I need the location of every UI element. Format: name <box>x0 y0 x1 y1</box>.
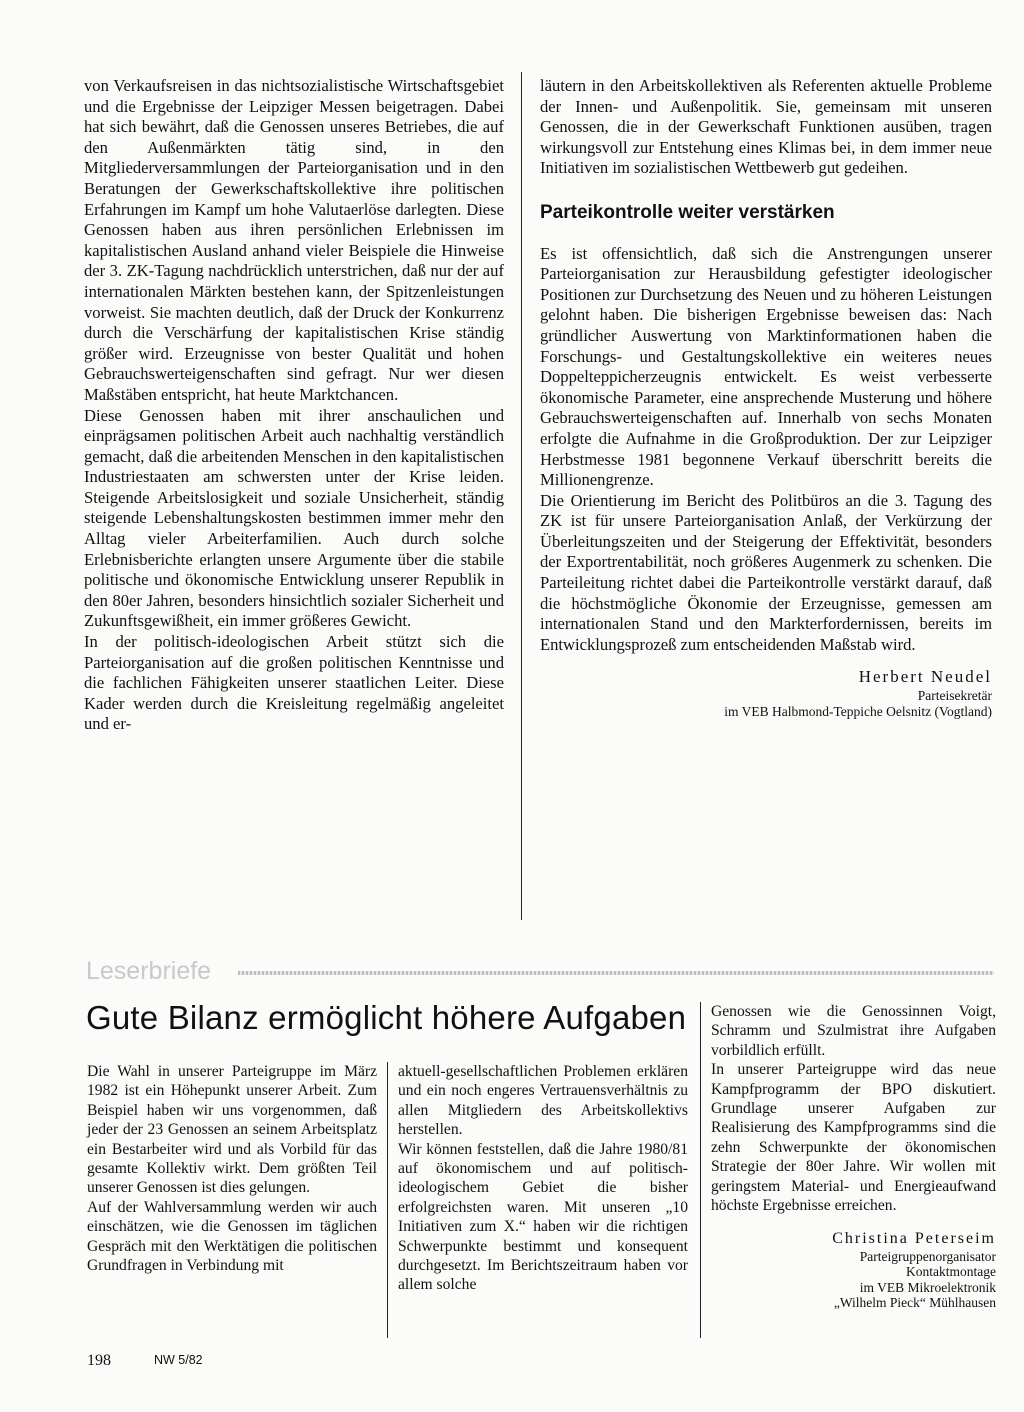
paragraph: Es ist offensichtlich, daß sich die Anstrengungen unserer Parteiorganisation zur Herausbildung gefestigter ideologischer Positionen zur Durchsetzung des Neuen und zu höheren Leistungen gelohnt haben. Die bisherigen Ergebnisse beweisen das: Nach gründlicher Auswertung von Marktinformationen haben die Forschungs- und Gestaltungskollektive ein weiteres neues Doppelteppicherzeugnis entwickelt. Es weist verbesserte ökonomische Parameter, eine ansprechende Musterung und höhere Gebrauchswerteigenschaften auf. Innerhalb von sechs Monaten erfolgte die Aufnahme in die Großproduktion. Der zur Leipziger Herbstmesse 1981 begonnene Verkauf überschritt bereits die Millionengrenze. <box>540 243 992 490</box>
author-name: Christina Peterseim <box>832 1230 996 1248</box>
paragraph: In der politisch-ideologischen Arbeit stützt sich die Parteiorganisation auf die großen politischen Kenntnisse und die fachlichen Fähigkeiten unserer staatlichen Leiter. Diese Kader werden durch die Kreisleitung regelmäßig angeleitet und er- <box>84 632 504 734</box>
letter-column-2 <box>398 1062 688 1295</box>
column-divider <box>700 1002 701 1338</box>
paragraph: von Verkaufsreisen in das nichtsozialistische Wirtschaftsgebiet und die Ergebnisse der Leipziger Messen beigetragen. Dabei hat sich bewährt, daß die Genossen unseres Betriebes, die auf den Außenmärkten tätig sind, in den Mitgliederversammlungen der Parteiorganisation und in den Beratungen der Gewerkschaftskollektive ihre politischen Erfahrungen im Kampf um hohe Valutaerlöse darlegten. Diese Genossen haben aus ihren persönlichen Erlebnissen im kapitalistischen Ausland anhand vieler Beispiele die Hinweise der 3. ZK-Tagung nachdrücklich unterstrichen, daß nur der auf internationalen Märkten bestehen kann, der Spitzenleistungen vorweist. Sie machten deutlich, daß der Druck der Konkurrenz durch die Verschärfung der kapitalistischen Krise ständig größer wird. Erzeugnisse von bester Qualität und hohen Gebrauchswerteigenschaften sind gefragt. Nur wer diesen Maßstäben entspricht, hat heute Marktchancen. <box>84 76 504 404</box>
paragraph: Die Wahl in unserer Parteigruppe im März 1982 ist ein Höhepunkt unserer Arbeit. Zum Beispiel haben wir uns vorgenommen, daß jeder der 23 Genossen an seinem Arbeitsplatz ein Bestarbeiter wird und als Vorbild für das gesamte Kollektiv wirkt. Dem größten Teil unserer Genossen ist dies gelungen. <box>87 1063 377 1197</box>
author-organization: „Wilhelm Pieck“ Mühlhausen <box>833 1295 996 1311</box>
paragraph: Die Orientierung im Bericht des Politbüros an die 3. Tagung des ZK ist für unsere Parteiorganisation Anlaß, der Verkürzung der Überleitungszeiten und der Steigerung der Effektivität, besonders der Exportrentabilität, noch größeres Augenmerk zu schenken. Die Parteileitung richtet dabei die Parteikontrolle verstärkt darauf, daß die höchstmögliche Ökonomie der Erzeugnisse, gemessen am internationalen Stand und den Markterfordernissen, bereits im Entwicklungsprozeß zum entscheidenden Maßstab wird. <box>540 490 992 654</box>
letter-column-3 <box>711 1002 996 1311</box>
paragraph: Diese Genossen haben mit ihrer anschaulichen und einprägsamen politischen Arbeit auch nachhaltig verständlich gemacht, daß die arbeitenden Menschen in den kapitalistischen Industriestaaten am schwersten unter der Krise leiden. Steigende Arbeitslosigkeit und soziale Unsicherheit, ständig steigende Lebenshaltungskosten bestimmen immer mehr den Alltag vieler Arbeiterfamilien. Auch durch solche Erlebnisberichte erlangten unsere Argumente über die stabile politische und ökonomische Entwicklung unserer Republik in den 80er Jahren, besonders hinsichtlich sozialer Sicherheit und Zukunftsgewißheit, ein immer größeres Gewicht. <box>84 405 504 631</box>
column-divider <box>521 72 522 920</box>
letter-column-1 <box>87 1062 377 1275</box>
author-role: Kontaktmontage <box>906 1264 996 1280</box>
author-role: Parteigruppenorganisator <box>859 1248 996 1264</box>
section-label: Leserbriefe <box>86 957 212 985</box>
letter-headline: Gute Bilanz ermöglicht höhere Aufgaben <box>86 999 687 1036</box>
page-number: 198 <box>87 1352 111 1369</box>
paragraph: Genossen wie die Genossinnen Voigt, Schramm und Szulmistrat ihre Aufgaben vorbildlich erfüllt. <box>711 1003 996 1059</box>
article-column-right <box>540 76 992 720</box>
section-rule <box>238 971 994 975</box>
paragraph: Auf der Wahlversammlung werden wir auch einschätzen, wie die Genossen im täglichen Gespräch mit den Werktätigen die politischen Grundfragen in Verbindung mit <box>87 1198 377 1275</box>
paragraph: In unserer Parteigruppe wird das neue Kampfprogramm der BPO diskutiert. Grundlage unserer Aufgaben zur Realisierung des Kampfprogramms sind die zehn Schwerpunkte der ökonomischen Strategie der 80er Jahre. Wir wollen mit geringstem Material- und Energieaufwand höchste Ergebnisse erreichen. <box>711 1061 996 1215</box>
column-divider <box>387 1062 388 1338</box>
paragraph: aktuell-gesellschaftlichen Problemen erklären und ein noch engeres Vertrauensverhältnis zu allen Mitgliedern des Arbeitskollektivs herstellen. <box>398 1063 688 1139</box>
paragraph: Wir können feststellen, daß die Jahre 1980/81 auf ökonomischem und auf politisch-ideologischem Gebiet die bisher erfolgreichsten waren. Mit unseren „10 Initiativen zum X.“ haben wir die richtigen Schwerpunkte bestimmt und konsequent durchgesetzt. Im Berichtszeitraum haben vor allem solche <box>398 1140 688 1294</box>
author-organization: im VEB Mikroelektronik <box>859 1279 996 1295</box>
issue-label: NW 5/82 <box>154 1353 203 1367</box>
author-organization: im VEB Halbmond-Teppiche Oelsnitz (Vogtland) <box>724 704 992 720</box>
subheading: Parteikontrolle weiter verstärken <box>540 201 835 223</box>
author-name: Herbert Neudel <box>858 667 992 687</box>
paragraph: läutern in den Arbeitskollektiven als Referenten aktuelle Probleme der Innen- und Außenpolitik. Sie, gemeinsam mit unseren Genossen, die in der Gewerkschaft Funktionen ausüben, tragen wirkungsvoll zur Entstehung eines Klimas bei, in dem immer neue Initiativen im sozialistischen Wettbewerb gut gedeihen. <box>540 76 992 178</box>
article-column-left <box>84 76 504 735</box>
author-role: Parteisekretär <box>917 688 992 704</box>
